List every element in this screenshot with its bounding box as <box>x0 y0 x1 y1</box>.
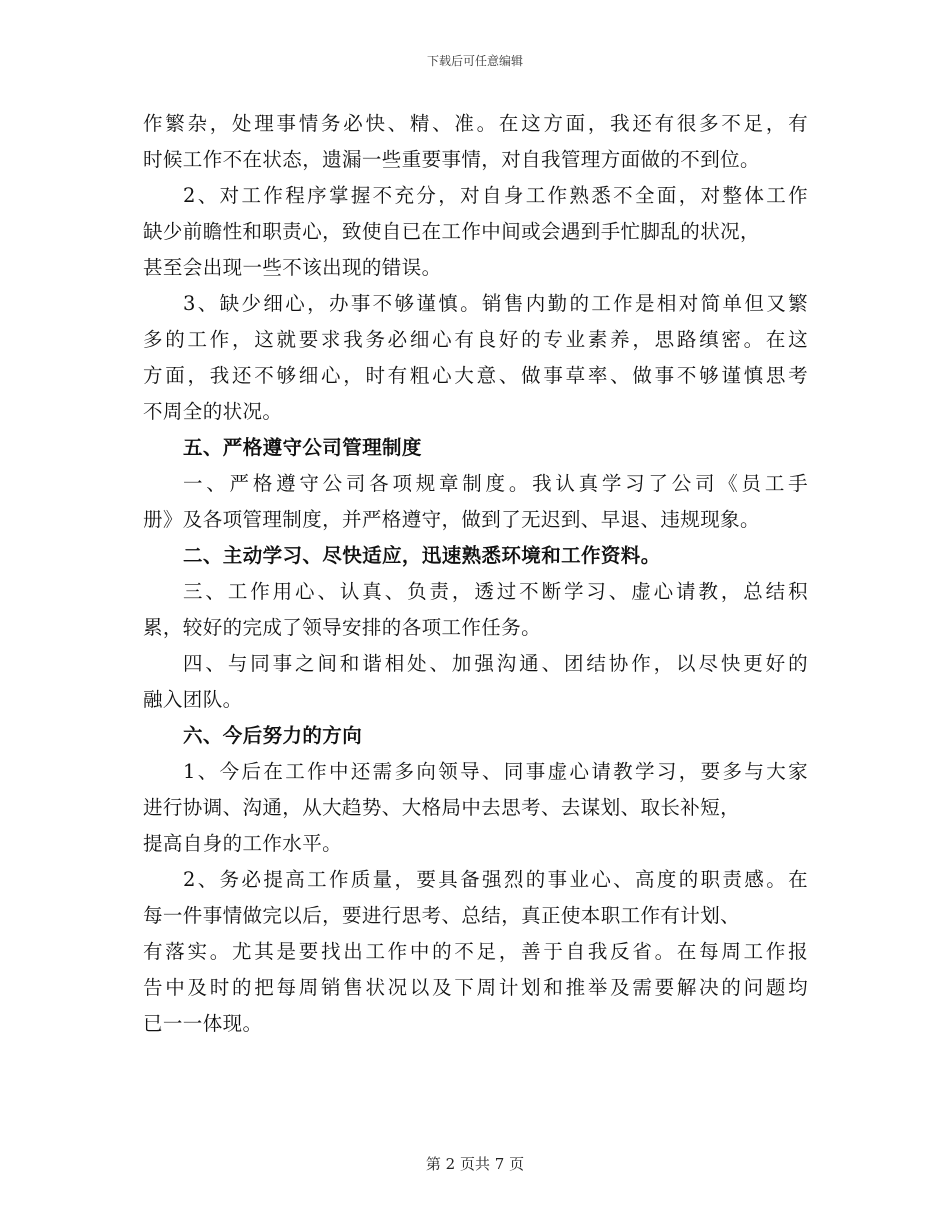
paragraph-line: 时候工作不在状态，遗漏一些重要事情，对自我管理方面做的不到位。 <box>143 148 760 171</box>
section-heading: 五、严格遵守公司管理制度 <box>183 436 422 459</box>
paragraph-line: 进行协调、沟通，从大趋势、大格局中去思考、去谋划、取长补短， <box>143 796 741 819</box>
bold-paragraph-line: 二、主动学习、尽快适应，迅速熟悉环境和工作资料。 <box>183 544 661 567</box>
paragraph-line: 有落实。尤其是要找出工作中的不足，善于自我反省。在每周工作报 <box>143 940 808 963</box>
page-header: 下载后可任意编辑 <box>426 54 523 68</box>
paragraph-line: 册》及各项管理制度，并严格遵守，做到了无迟到、早退、违规现象。 <box>143 508 760 531</box>
document-body <box>143 106 808 1042</box>
paragraph-line: 提高自身的工作水平。 <box>143 832 343 855</box>
paragraph-line: 四、与同事之间和谐相处、加强沟通、团结协作，以尽快更好的 <box>183 652 808 675</box>
paragraph-line: 不周全的状况。 <box>143 400 283 423</box>
paragraph-line: 告中及时的把每周销售状况以及下周计划和推举及需要解决的问题均 <box>143 976 808 999</box>
paragraph-line: 累，较好的完成了领导安排的各项工作任务。 <box>143 616 542 639</box>
paragraph-line: 3、缺少细心，办事不够谨慎。销售内勤的工作是相对简单但又繁 <box>183 292 808 315</box>
paragraph-line: 2、务必提高工作质量，要具备强烈的事业心、高度的职责感。在 <box>183 868 808 891</box>
paragraph-line: 方面，我还不够细心，时有粗心大意、做事草率、做事不够谨慎思考 <box>143 364 808 387</box>
paragraph-line: 多的工作，这就要求我务必细心有良好的专业素养，思路缜密。在这 <box>143 328 808 351</box>
section-heading: 六、今后努力的方向 <box>183 724 363 747</box>
paragraph-line: 1、今后在工作中还需多向领导、同事虚心请教学习，要多与大家 <box>183 760 808 783</box>
paragraph-line: 已一一体现。 <box>143 1012 263 1035</box>
paragraph-line: 融入团队。 <box>143 688 243 711</box>
paragraph-line: 每一件事情做完以后，要进行思考、总结，真正使本职工作有计划、 <box>143 904 741 927</box>
paragraph-line: 缺少前瞻性和职责心，致使自已在工作中间或会遇到手忙脚乱的状况， <box>143 220 760 243</box>
paragraph-line: 三、工作用心、认真、负责，透过不断学习、虚心请教，总结积 <box>183 580 808 603</box>
paragraph-line: 甚至会出现一些不该出现的错误。 <box>143 256 442 279</box>
page-number: 第 2 页共 7 页 <box>425 1155 525 1173</box>
paragraph-line: 作繁杂，处理事情务必快、精、准。在这方面，我还有很多不足，有 <box>143 112 808 135</box>
paragraph-line: 一、严格遵守公司各项规章制度。我认真学习了公司《员工手 <box>183 472 808 495</box>
paragraph-line: 2、对工作程序掌握不充分，对自身工作熟悉不全面，对整体工作 <box>183 184 808 207</box>
